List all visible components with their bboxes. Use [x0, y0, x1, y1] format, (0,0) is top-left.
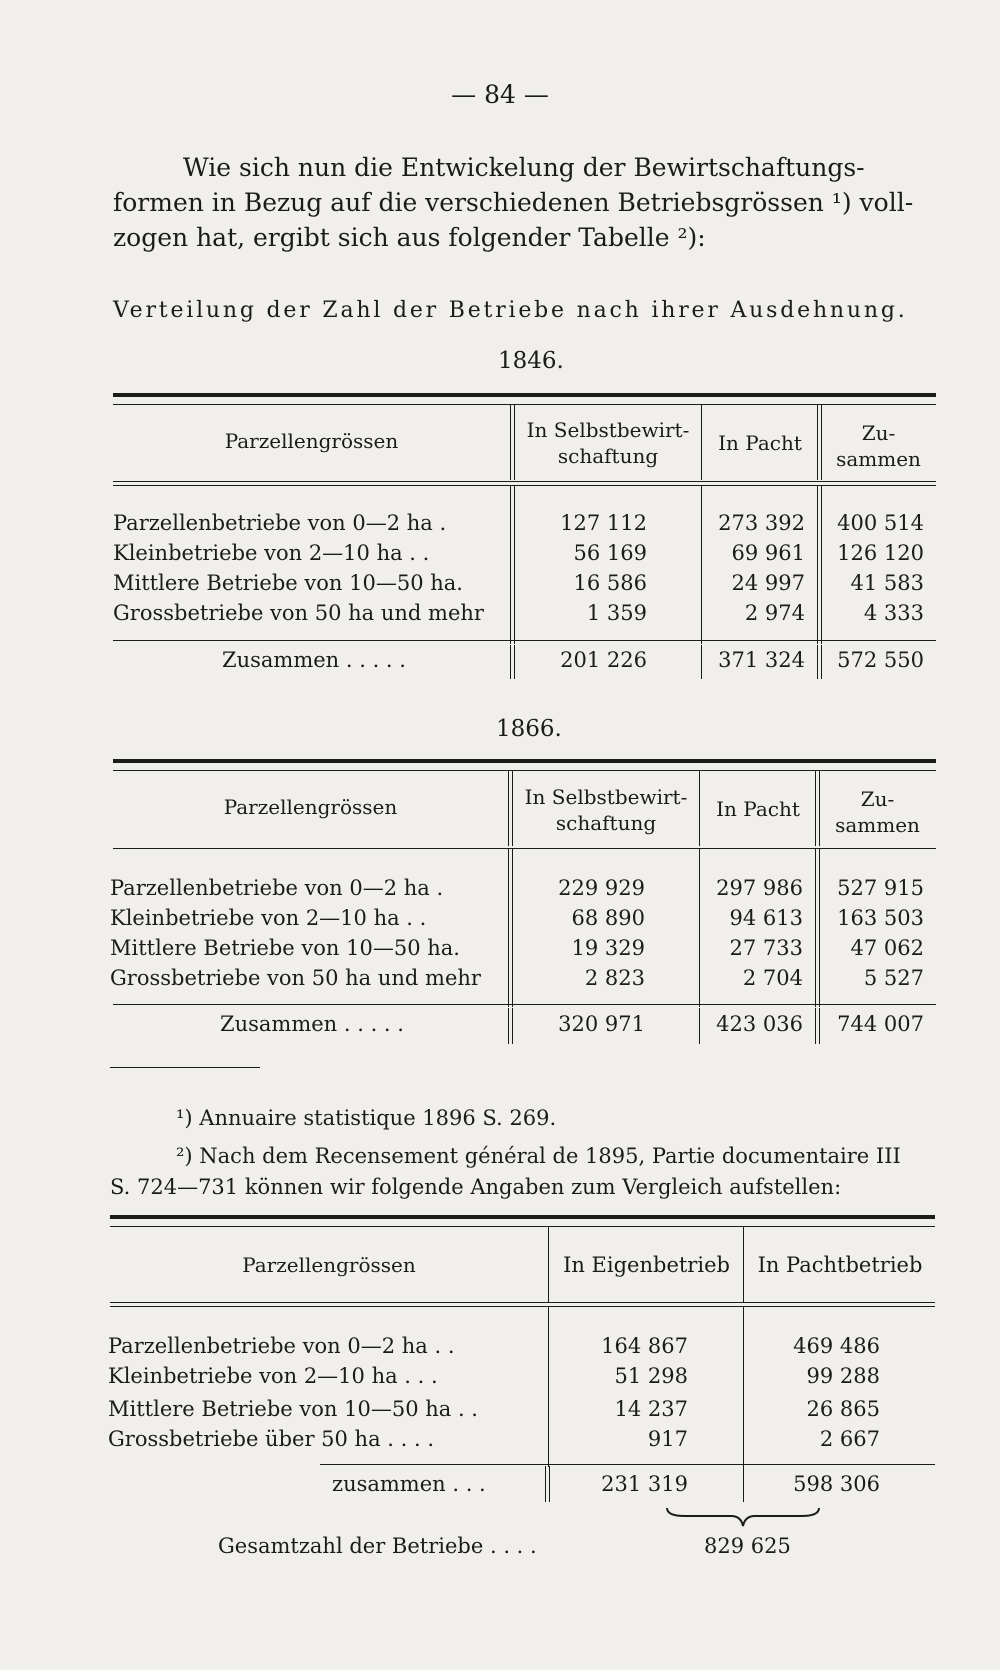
row-label: Mittlere Betriebe von 10—50 ha . . — [108, 1397, 478, 1421]
row-value: 527 915 — [837, 876, 924, 900]
column-divider — [508, 849, 513, 1007]
intro-paragraph — [113, 150, 943, 255]
column-divider — [743, 1227, 744, 1302]
paragraph-line: Wie sich nun die Entwickelung der Bewirtschaftungs- — [183, 153, 865, 182]
row-label: Kleinbetriebe von 2—10 ha . . — [110, 906, 427, 930]
header-rule — [113, 481, 936, 486]
row-value: 26 865 — [806, 1397, 880, 1421]
footnote-2-line-1: ²) Nach dem Recensement général de 1895, Partie documentaire III — [176, 1144, 901, 1168]
row-value: 2 704 — [742, 966, 803, 990]
column-divider — [699, 849, 700, 1007]
row-label: Grossbetriebe von 50 ha und mehr — [113, 601, 484, 625]
total-value: 320 971 — [558, 1012, 645, 1036]
column-divider — [701, 405, 702, 480]
row-value: 99 288 — [806, 1364, 880, 1388]
row-value: 126 120 — [837, 541, 924, 565]
header-zusammen: Zu- sammen — [835, 787, 920, 837]
row-label: Grossbetriebe über 50 ha . . . . — [108, 1427, 435, 1451]
total-rule — [320, 1464, 935, 1465]
table-top-rule — [113, 759, 936, 771]
row-value: 2 667 — [819, 1427, 880, 1451]
row-label: Parzellenbetriebe von 0—2 ha . — [113, 511, 447, 535]
row-value: 5 527 — [863, 966, 924, 990]
header-parzellengroessen: Parzellengrössen — [224, 429, 399, 453]
footnote-1: ¹) Annuaire statistique 1896 S. 269. — [176, 1106, 557, 1130]
page-number: — 84 — — [451, 80, 549, 109]
column-divider — [743, 1466, 744, 1502]
total-value: 572 550 — [837, 648, 924, 672]
column-divider — [510, 645, 515, 679]
section-heading: Verteilung der Zahl der Betriebe nach ihrer Ausdehnung. — [113, 298, 908, 323]
table-year: 1846. — [498, 348, 564, 374]
column-divider — [510, 486, 515, 644]
column-divider — [815, 1008, 820, 1044]
column-divider — [545, 1466, 550, 1502]
row-value: 19 329 — [571, 936, 645, 960]
header-parzellengroessen: Parzellengrössen — [242, 1253, 416, 1277]
column-divider — [548, 1307, 549, 1467]
column-divider — [701, 645, 702, 679]
total-label: zusammen . . . — [332, 1472, 486, 1496]
row-value: 16 586 — [573, 571, 647, 595]
row-value: 1 359 — [586, 601, 647, 625]
footnote-2-line-2: S. 724—731 können wir folgende Angaben zum Vergleich aufstellen: — [110, 1175, 842, 1199]
header-selbstbewirtschaftung: In Selbstbewirt- schaftung — [524, 785, 688, 835]
row-value: 273 392 — [718, 511, 805, 535]
total-label: Zusammen . . . . . — [220, 1012, 404, 1036]
row-value: 27 733 — [729, 936, 803, 960]
row-value: 69 961 — [731, 541, 805, 565]
column-divider — [817, 486, 822, 644]
header-parzellengroessen: Parzellengrössen — [223, 795, 398, 819]
total-rule — [113, 640, 936, 641]
row-label: Mittlere Betriebe von 10—50 ha. — [110, 936, 460, 960]
header-selbstbewirtschaftung: In Selbstbewirt- schaftung — [526, 418, 690, 468]
row-label: Kleinbetriebe von 2—10 ha . . — [113, 541, 430, 565]
row-value: 56 169 — [573, 541, 647, 565]
header-rule — [110, 1302, 935, 1307]
row-value: 917 — [647, 1427, 688, 1451]
header-eigenbetrieb: In Eigenbetrieb — [563, 1253, 730, 1277]
row-label: Mittlere Betriebe von 10—50 ha. — [113, 571, 463, 595]
row-value: 94 613 — [729, 906, 803, 930]
column-divider — [817, 645, 822, 679]
paragraph-line: zogen hat, ergibt sich aus folgender Tabelle ²): — [113, 223, 706, 252]
column-divider — [743, 1307, 744, 1467]
total-value: 231 319 — [601, 1472, 688, 1496]
total-value: 423 036 — [716, 1012, 803, 1036]
total-value: 598 306 — [793, 1472, 880, 1496]
column-divider — [508, 1008, 513, 1044]
row-value: 164 867 — [601, 1334, 688, 1358]
column-divider — [815, 849, 820, 1007]
table-top-rule — [110, 1215, 935, 1227]
row-value: 163 503 — [837, 906, 924, 930]
column-divider — [548, 1227, 549, 1302]
total-rule — [113, 1004, 936, 1005]
row-value: 2 823 — [584, 966, 645, 990]
total-label: Zusammen . . . . . — [222, 648, 406, 672]
row-value: 51 298 — [614, 1364, 688, 1388]
total-value: 371 324 — [718, 648, 805, 672]
row-value: 24 997 — [731, 571, 805, 595]
row-value: 2 974 — [744, 601, 805, 625]
table-year: 1866. — [496, 716, 562, 742]
row-label: Grossbetriebe von 50 ha und mehr — [110, 966, 481, 990]
total-value: 201 226 — [560, 648, 647, 672]
brace-icon — [665, 1506, 821, 1530]
row-value: 400 514 — [837, 511, 924, 535]
row-value: 127 112 — [560, 511, 647, 535]
header-rule — [113, 848, 936, 849]
header-zusammen: Zu- sammen — [836, 421, 921, 471]
row-value: 297 986 — [716, 876, 803, 900]
footnote-separator — [110, 1067, 260, 1068]
row-value: 47 062 — [850, 936, 924, 960]
header-pacht: In Pacht — [718, 431, 802, 455]
column-divider — [701, 486, 702, 644]
column-divider — [699, 1008, 700, 1044]
row-value: 469 486 — [793, 1334, 880, 1358]
header-pacht: In Pacht — [716, 797, 800, 821]
row-value: 68 890 — [571, 906, 645, 930]
column-divider — [699, 771, 700, 846]
row-label: Kleinbetriebe von 2—10 ha . . . — [108, 1364, 438, 1388]
total-value: 744 007 — [837, 1012, 924, 1036]
paragraph-line: formen in Bezug auf die verschiedenen Betriebsgrössen ¹) voll- — [113, 188, 914, 217]
row-value: 4 333 — [863, 601, 924, 625]
table-top-rule — [113, 393, 936, 405]
grand-total-value: 829 625 — [704, 1534, 791, 1558]
row-label: Parzellenbetriebe von 0—2 ha . — [110, 876, 444, 900]
header-pachtbetrieb: In Pachtbetrieb — [757, 1253, 923, 1277]
row-value: 14 237 — [614, 1397, 688, 1421]
grand-total-label: Gesamtzahl der Betriebe . . . . — [218, 1534, 537, 1558]
row-value: 229 929 — [558, 876, 645, 900]
row-label: Parzellenbetriebe von 0—2 ha . . — [108, 1334, 455, 1358]
row-value: 41 583 — [850, 571, 924, 595]
